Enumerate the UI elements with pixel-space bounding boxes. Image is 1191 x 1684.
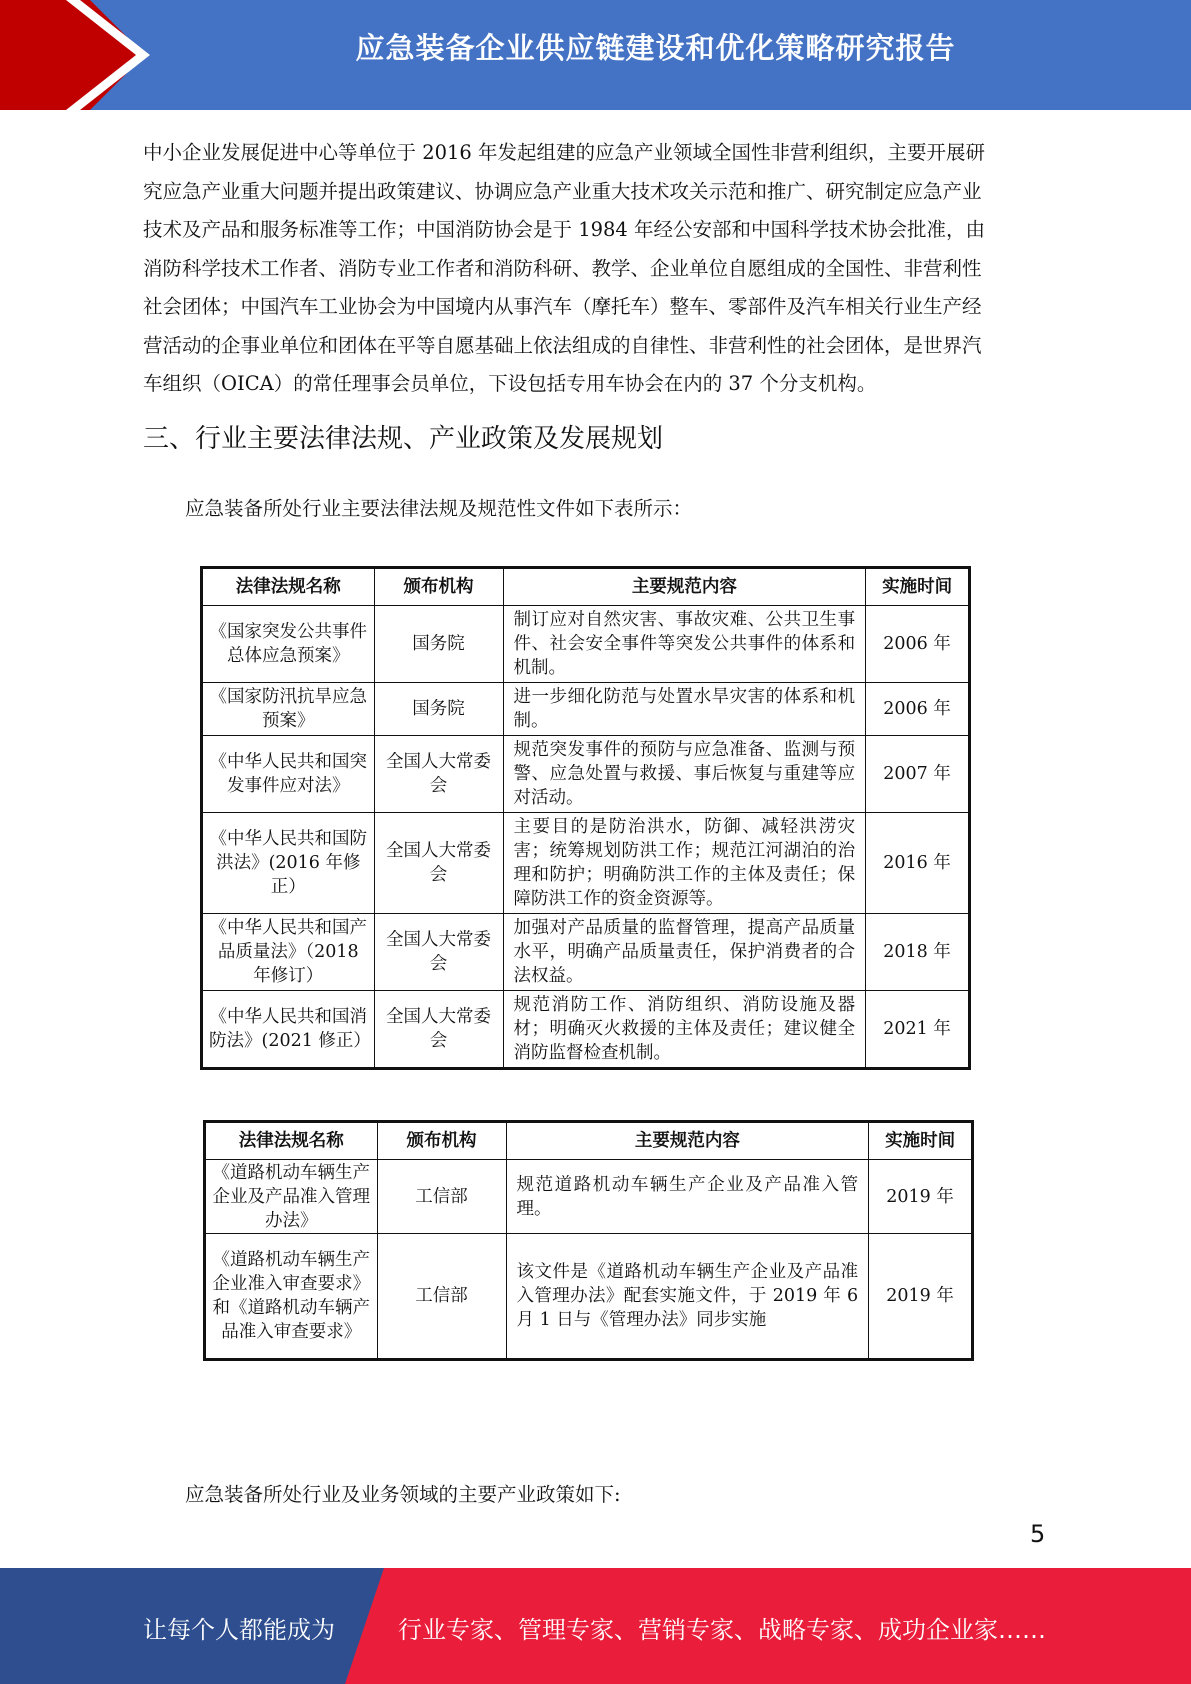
laws-table-1: [200, 566, 971, 1070]
law-name: 《中华人民共和国突发事件应对法》: [202, 736, 375, 813]
table-row: [202, 606, 970, 683]
table-header-row: [202, 568, 970, 606]
table-header-row: [205, 1122, 973, 1160]
law-name: 《中华人民共和国产品质量法》（2018 年修订）: [202, 914, 375, 991]
paragraph-line: 社会团体；中国汽车工业协会为中国境内从事汽车（摩托车）整车、零部件及汽车相关行业生产经: [143, 295, 982, 318]
col-header-content: 主要规范内容: [506, 1122, 869, 1160]
table-row: [202, 991, 970, 1069]
body-paragraph: [143, 134, 1048, 404]
law-agency: 工信部: [377, 1234, 506, 1360]
law-content: 加强对产品质量的监督管理，提高产品质量水平，明确产品质量责任，保护消费者的合法权益。: [503, 914, 866, 991]
law-agency: 全国人大常委会: [374, 991, 503, 1069]
law-agency: 全国人大常委会: [374, 914, 503, 991]
col-header-content: 主要规范内容: [503, 568, 866, 606]
law-date: 2006 年: [866, 683, 970, 736]
law-name: 《道路机动车辆生产企业及产品准入管理办法》: [205, 1160, 378, 1234]
col-header-agency: 颁布机构: [374, 568, 503, 606]
table-row: [202, 683, 970, 736]
header-chevron-icon: [0, 0, 170, 110]
law-name: 《国家突发公共事件总体应急预案》: [202, 606, 375, 683]
law-content: 进一步细化防范与处置水旱灾害的体系和机制。: [503, 683, 866, 736]
law-content: 主要目的是防治洪水，防御、减轻洪涝灾害；统筹规划防洪工作；规范江河湖泊的治理和防护；明确防洪工作的主体及责任；保障防洪工作的资金资源等。: [503, 813, 866, 914]
law-date: 2019 年: [869, 1160, 973, 1234]
col-header-agency: 颁布机构: [377, 1122, 506, 1160]
col-header-date: 实施时间: [869, 1122, 973, 1160]
law-content: 规范消防工作、消防组织、消防设施及器材；明确灭火救援的主体及责任；建议健全消防监督检查机制。: [503, 991, 866, 1069]
page-footer: [0, 1568, 1191, 1684]
law-name: 《中华人民共和国防洪法》(2016 年修正）: [202, 813, 375, 914]
law-name: 《道路机动车辆生产企业准入审查要求》和《道路机动车辆产品准入审查要求》: [205, 1234, 378, 1360]
law-agency: 国务院: [374, 606, 503, 683]
paragraph-line: 营活动的企事业单位和团体在平等自愿基础上依法组成的自律性、非营利性的社会团体，是世界汽: [143, 333, 982, 357]
col-header-name: 法律法规名称: [202, 568, 375, 606]
col-header-name: 法律法规名称: [205, 1122, 378, 1160]
header-title: 应急装备企业供应链建设和优化策略研究报告: [355, 31, 956, 65]
paragraph-line: 车组织（OICA）的常任理事会员单位，下设包括专用车协会在内的 37 个分支机构。: [143, 372, 877, 395]
policy-intro: 应急装备所处行业及业务领域的主要产业政策如下:: [185, 1483, 621, 1506]
law-content: 该文件是《道路机动车辆生产企业及产品准入管理办法》配套实施文件，于 2019 年 6 月 1 日与《管理办法》同步实施: [506, 1234, 869, 1360]
col-header-date: 实施时间: [866, 568, 970, 606]
law-agency: 国务院: [374, 683, 503, 736]
law-content: 制订应对自然灾害、事故灾难、公共卫生事件、社会安全事件等突发公共事件的体系和机制。: [503, 606, 866, 683]
laws-table-2: [203, 1120, 974, 1361]
paragraph-line: 消防科学技术工作者、消防专业工作者和消防科研、教学、企业单位自愿组成的全国性、非营利性: [143, 256, 982, 280]
law-date: 2019 年: [869, 1234, 973, 1360]
paragraph-line: 技术及产品和服务标准等工作；中国消防协会是于 1984 年经公安部和中国科学技术协会批准，由: [143, 218, 986, 241]
table-intro: 应急装备所处行业主要法律法规及规范性文件如下表所示：: [185, 497, 693, 520]
law-name: 《中华人民共和国消防法》(2021 修正）: [202, 991, 375, 1069]
page-header: [0, 0, 1191, 110]
law-agency: 全国人大常委会: [374, 736, 503, 813]
page-number: 5: [1030, 1520, 1046, 1548]
footer-slogan-left: 让每个人都能成为: [143, 1616, 335, 1644]
table-row: [202, 736, 970, 813]
law-content: 规范道路机动车辆生产企业及产品准入管理。: [506, 1160, 869, 1234]
paragraph-line: 中小企业发展促进中心等单位于 2016 年发起组建的应急产业领域全国性非营利组织，主要开展研: [143, 141, 986, 164]
law-name: 《国家防汛抗旱应急预案》: [202, 683, 375, 736]
law-agency: 工信部: [377, 1160, 506, 1234]
table-row: [205, 1160, 973, 1234]
table-row: [202, 914, 970, 991]
law-agency: 全国人大常委会: [374, 813, 503, 914]
law-date: 2021 年: [866, 991, 970, 1069]
footer-slogan-right: 行业专家、管理专家、营销专家、战略专家、成功企业家……: [398, 1616, 1046, 1644]
law-content: 规范突发事件的预防与应急准备、监测与预警、应急处置与救援、事后恢复与重建等应对活动。: [503, 736, 866, 813]
law-date: 2006 年: [866, 606, 970, 683]
paragraph-line: 究应急产业重大问题并提出政策建议、协调应急产业重大技术攻关示范和推广、研究制定应急产业: [143, 179, 982, 203]
table-row: [202, 813, 970, 914]
table-row: [205, 1234, 973, 1360]
law-date: 2016 年: [866, 813, 970, 914]
law-date: 2007 年: [866, 736, 970, 813]
law-date: 2018 年: [866, 914, 970, 991]
section-heading: 三、行业主要法律法规、产业政策及发展规划: [143, 424, 664, 454]
